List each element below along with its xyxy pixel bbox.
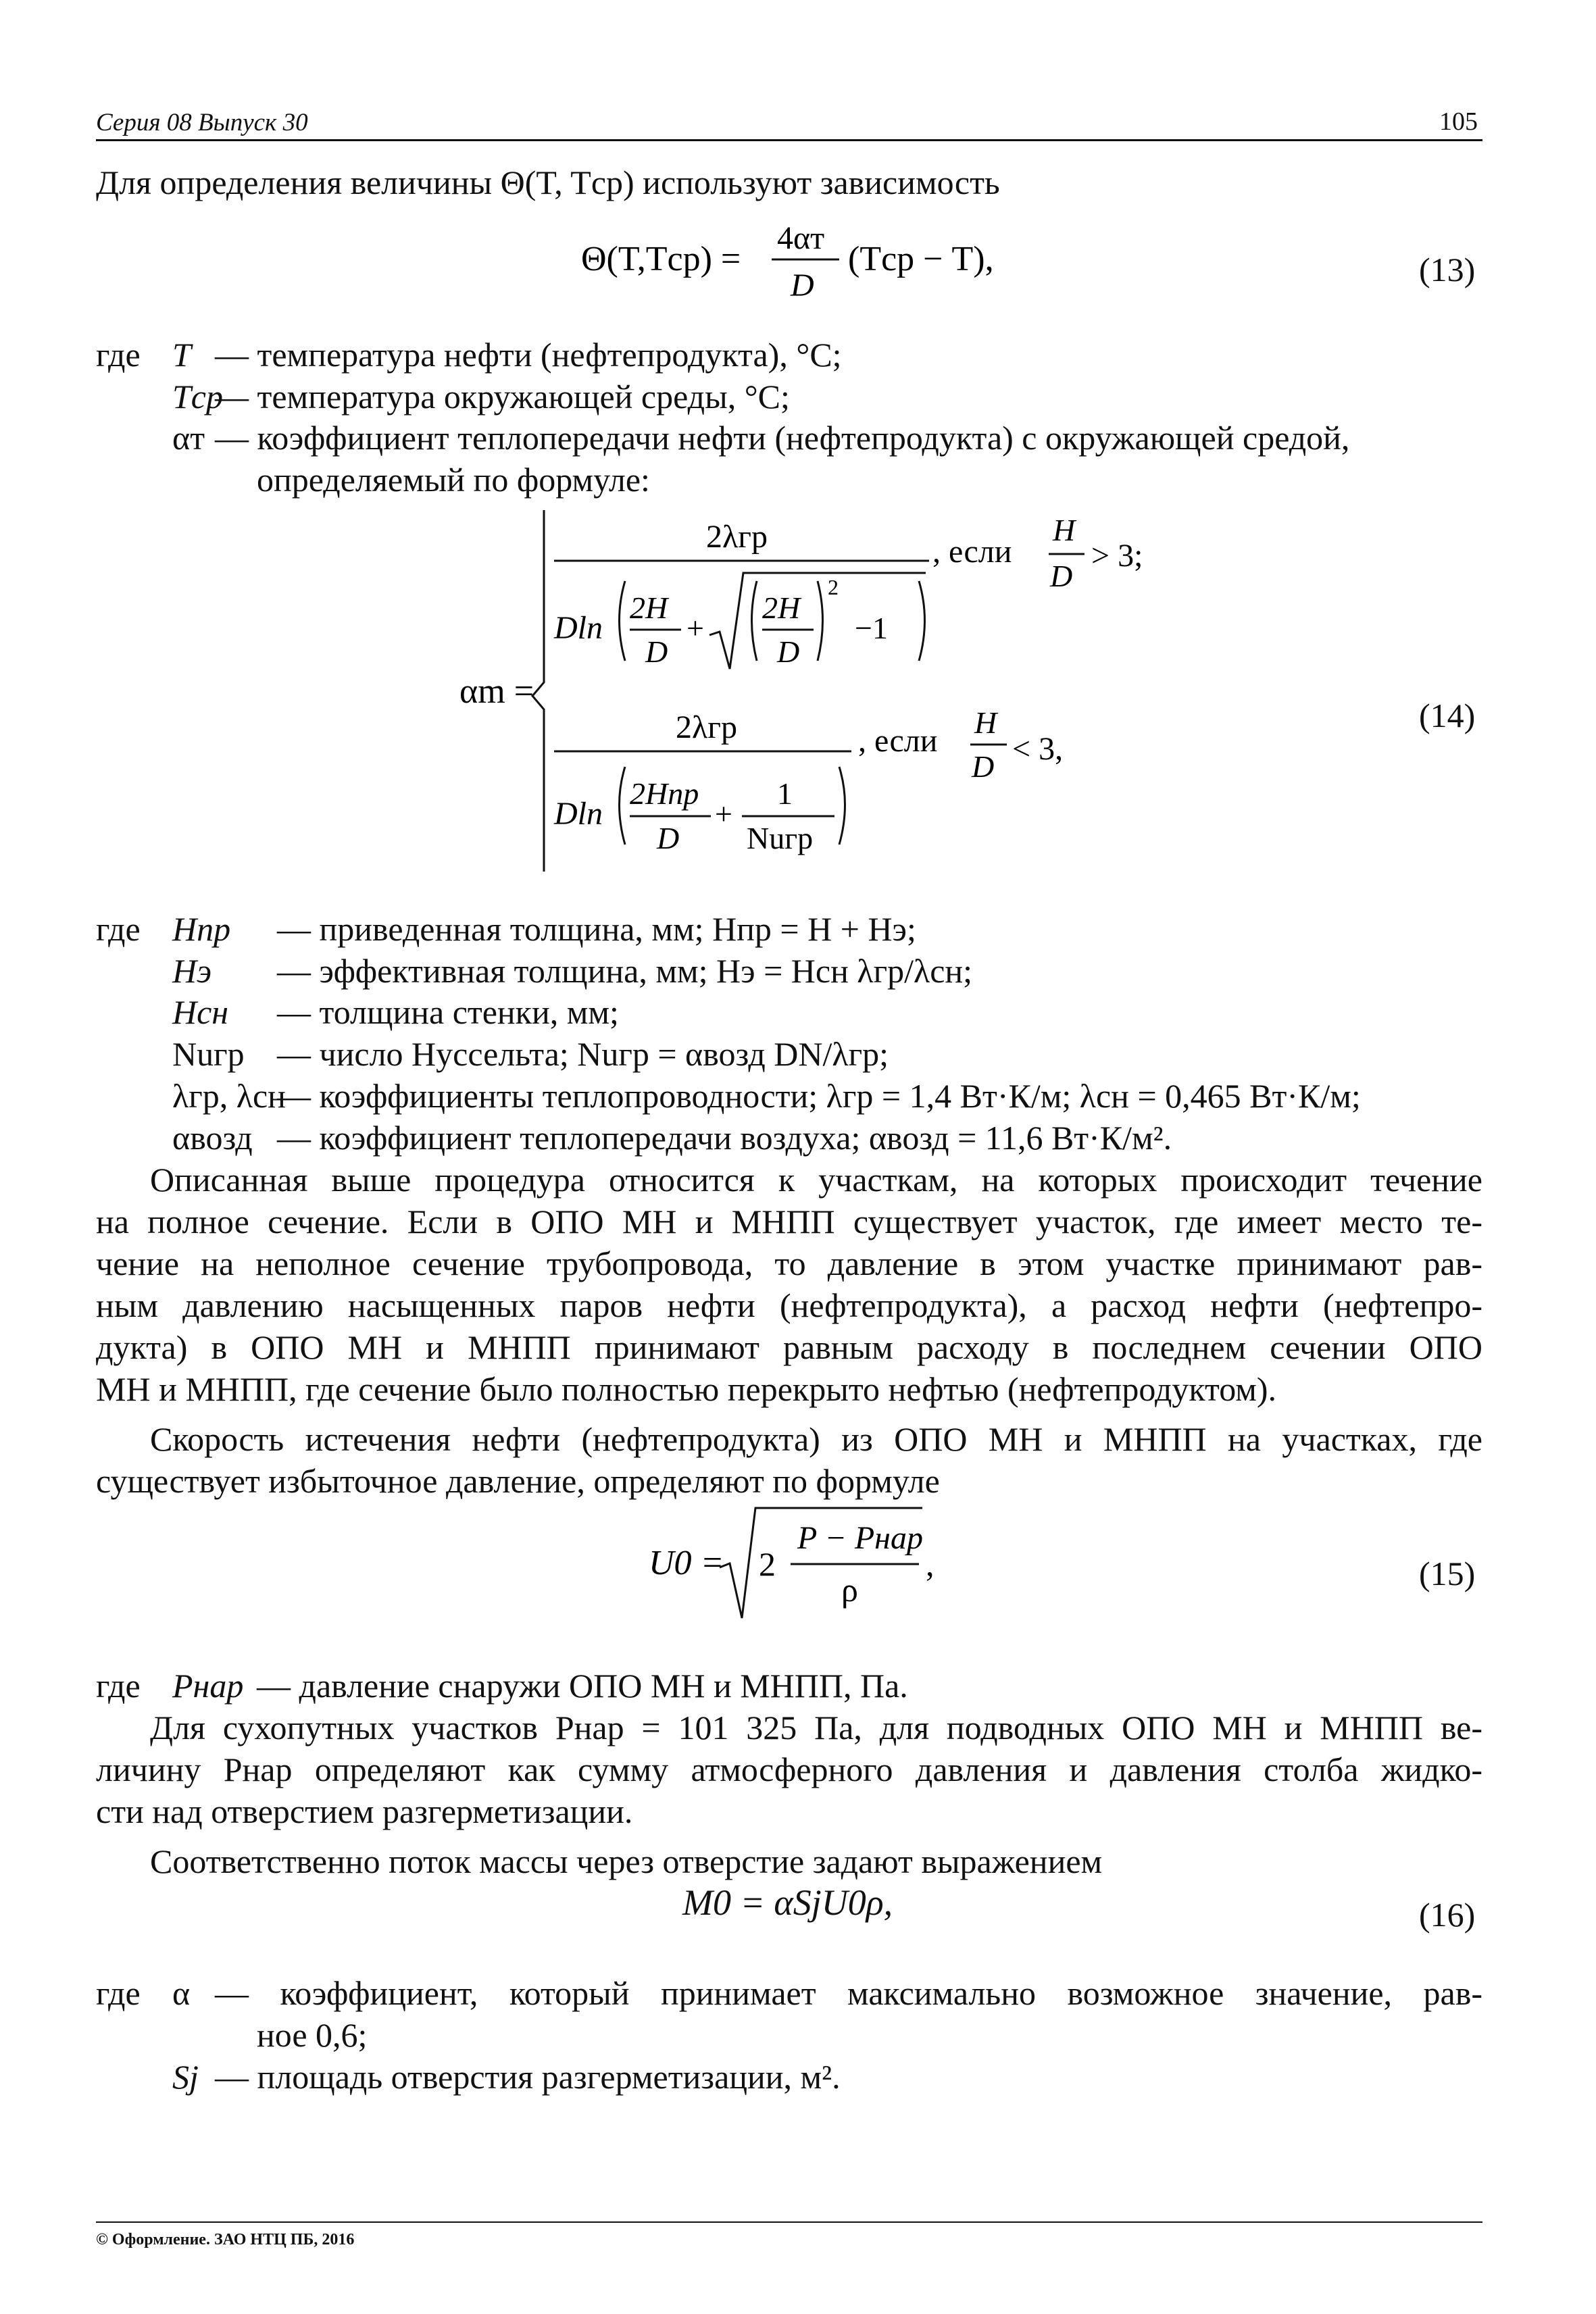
gloss-sym: Pнар <box>172 1667 244 1705</box>
gloss-def: — коэффициент теплопередачи нефти (нефтепродукта) с окружающей средой, <box>215 419 1350 457</box>
footer-rule <box>96 2221 1482 2223</box>
svg-text:+: + <box>715 797 732 831</box>
gloss-def: — коэффициент, который принимает максимально возможное значение, рав- <box>215 1974 1482 2012</box>
svg-text:D: D <box>657 821 680 855</box>
svg-text:−1: −1 <box>855 611 888 645</box>
equation-13 <box>581 203 1054 304</box>
where-label: где <box>96 1974 141 2012</box>
svg-text:2H: 2H <box>630 590 668 625</box>
gloss-sym: Nuгр <box>172 1035 245 1073</box>
svg-text:2: 2 <box>828 575 839 599</box>
gloss-def: — коэффициенты теплопроводности; λгр = 1,4 Вт·К/м; λсн = 0,465 Вт·К/м; <box>277 1077 1361 1115</box>
gloss-def: — толщина стенки, мм; <box>277 993 619 1031</box>
svg-text:+: + <box>687 611 704 645</box>
gloss-def: — приведенная толщина, мм; Hпр = H + Hэ; <box>277 910 916 948</box>
gloss-cont: ное 0,6; <box>257 2016 368 2054</box>
gloss-def: — площадь отверстия разгерметизации, м². <box>215 2058 841 2096</box>
gloss-sym: Hсн <box>172 993 229 1031</box>
eq14-case1-ineq: > 3; <box>1091 538 1143 574</box>
equation-15 <box>649 1500 959 1635</box>
eq15-lhs: U0 = <box>649 1544 724 1582</box>
paragraph-line: на полное сечение. Если в ОПО МН и МНПП существует участок, где имеет место те- <box>96 1203 1482 1240</box>
running-header: Серия 08 Выпуск 30 <box>96 109 308 136</box>
gloss-sym: T <box>172 336 191 374</box>
eq14-case2-cond: , если <box>858 723 938 759</box>
svg-text:1: 1 <box>777 776 793 811</box>
equation-14 <box>459 500 1203 878</box>
eq14-case2-num: 2λгр <box>676 709 737 745</box>
eq13-den: D <box>791 268 814 303</box>
paragraph-line: МН и МНПП, где сечение было полностью перекрыто нефтью (нефтепродуктом). <box>96 1370 1277 1408</box>
svg-text:Nuгр: Nuгр <box>747 821 814 855</box>
eq15-num: P − Pнар <box>797 1520 923 1556</box>
intro-text: Для определения величины Θ(T, Tср) используют зависимость <box>96 164 1000 201</box>
eq15-number: (15) <box>1419 1555 1476 1592</box>
paragraph-line: Скорость истечения нефти (нефтепродукта) из ОПО МН и МНПП на участках, где <box>150 1420 1482 1458</box>
svg-text:D: D <box>777 634 800 669</box>
eq16-number: (16) <box>1419 1896 1476 1934</box>
eq14-case1-num: 2λгр <box>706 519 768 555</box>
svg-text:,: , <box>926 1545 934 1583</box>
eq14-brace <box>532 510 544 872</box>
page-number: 105 <box>1439 107 1478 136</box>
eq15-den: ρ <box>841 1571 858 1609</box>
where-label: где <box>96 910 141 948</box>
paragraph-line: личину Pнар определяют как сумму атмосферного давления и давления столба жидко- <box>96 1751 1482 1788</box>
gloss-def: — давление снаружи ОПО МН и МНПП, Па. <box>257 1667 908 1705</box>
gloss-def: — эффективная толщина, мм; Hэ = Hсн λгр/λсн; <box>277 952 973 990</box>
paragraph-line: сти над отверстием разгерметизации. <box>96 1792 633 1830</box>
eq13-lhs: Θ(T,Tср) = <box>581 240 741 278</box>
svg-text:2H: 2H <box>762 590 801 625</box>
eq14-case1-dln: Dln <box>554 610 603 646</box>
svg-text:2Hпр: 2Hпр <box>630 776 699 811</box>
where-label: где <box>96 1667 141 1705</box>
gloss-sym: Tср <box>172 378 223 416</box>
svg-text:Dln: Dln <box>554 796 603 832</box>
paragraph-line: Соответственно поток массы через отверстие задают выражением <box>150 1842 1103 1880</box>
gloss-def: — коэффициент теплопередачи воздуха; αвозд = 11,6 Вт·К/м². <box>277 1119 1172 1157</box>
gloss-def: — температура окружающей среды, °С; <box>215 378 790 416</box>
gloss-sym: αвозд <box>172 1119 253 1157</box>
eq14-number: (14) <box>1419 697 1476 734</box>
paragraph-line: ным давлению насыщенных паров нефти (нефтепродукта), а расход нефти (нефтепро- <box>96 1286 1482 1324</box>
eq14-case1-cond: , если <box>932 534 1012 570</box>
svg-text:2: 2 <box>759 1545 776 1583</box>
paragraph-line: Описанная выше процедура относится к участкам, на которых происходит течение <box>150 1161 1482 1199</box>
gloss-cont: определяемый по формуле: <box>257 461 650 499</box>
paragraph-line: чение на неполное сечение трубопровода, то давление в этом участке принимают рав- <box>96 1244 1482 1282</box>
gloss-sym: λгр, λсн <box>172 1077 286 1115</box>
gloss-sym: Hпр <box>172 910 231 948</box>
gloss-sym: αт <box>172 419 205 457</box>
equation-16: M0 = αSjU0ρ, <box>682 1882 893 1923</box>
eq13-number: (13) <box>1419 251 1476 288</box>
svg-text:H: H <box>1053 513 1076 547</box>
gloss-sym: Hэ <box>172 952 212 990</box>
eq13-rhs: (Tср − T), <box>848 240 994 278</box>
svg-text:D: D <box>645 634 668 669</box>
eq14-lhs: αm = <box>459 672 534 711</box>
gloss-sym: Sj <box>172 2058 199 2096</box>
gloss-def: — температура нефти (нефтепродукта), °С; <box>215 336 842 374</box>
paragraph-line: дукта) в ОПО МН и МНПП принимают равным расходу в последнем сечении ОПО <box>96 1328 1482 1366</box>
footer-copyright: © Оформление. ЗАО НТЦ ПБ, 2016 <box>96 2231 355 2248</box>
header-rule <box>96 139 1482 141</box>
svg-text:D: D <box>1050 559 1073 593</box>
eq14-case2-ineq: < 3, <box>1012 731 1064 767</box>
eq13-num: 4αт <box>777 220 825 256</box>
paragraph-line: существует избыточное давление, определяют по формуле <box>96 1462 940 1500</box>
gloss-def: — число Нуссельта; Nuгр = αвозд DN/λгр; <box>277 1035 889 1073</box>
gloss-sym: α <box>172 1974 191 2012</box>
svg-text:H: H <box>974 705 997 740</box>
paragraph-line: Для сухопутных участков Pнар = 101 325 Па, для подводных ОПО МН и МНПП ве- <box>150 1709 1482 1746</box>
where-label: где <box>96 336 141 374</box>
svg-text:D: D <box>972 749 995 784</box>
